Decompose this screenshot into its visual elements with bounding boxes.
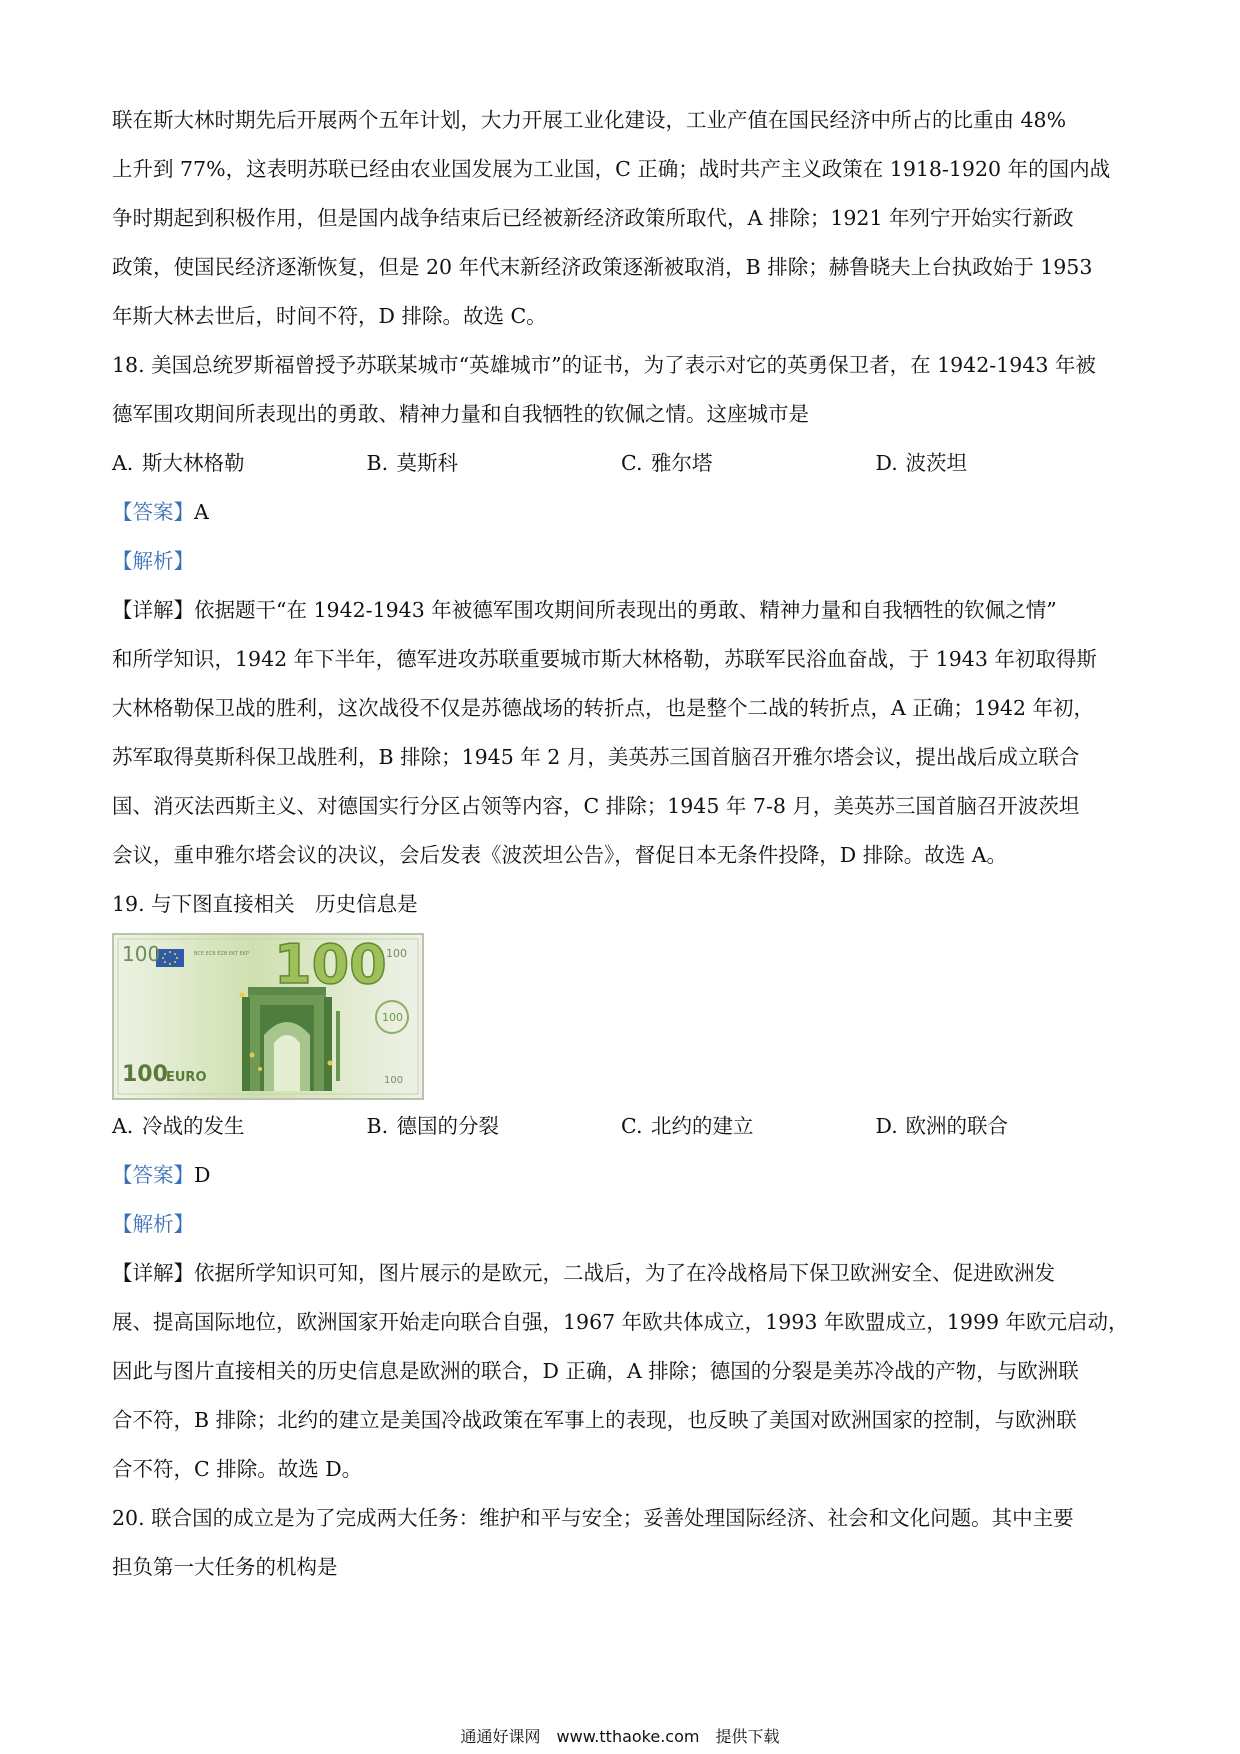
- q19-analysis-label: 【解析】: [112, 1212, 194, 1236]
- q19-detail-label: 【详解】: [112, 1261, 194, 1285]
- banknote-big-value: 100: [274, 935, 387, 996]
- banknote-bank-text: BCE ECB EZB EKT EKP: [194, 951, 250, 957]
- q19-answer: 【答案】D: [112, 1163, 211, 1187]
- q19-detail-line: 因此与图片直接相关的历史信息是欧洲的联合，D 正确，A 排除；德国的分裂是美苏冷战的产物，与欧洲联: [112, 1359, 1079, 1383]
- banknote-value-right-bottom: 100: [384, 1075, 404, 1086]
- q19-detail-line: 合不符，C 排除。故选 D。: [112, 1457, 363, 1481]
- q19-option-a: A. 冷战的发生: [112, 1114, 245, 1138]
- q18-answer: 【答案】A: [112, 500, 209, 524]
- q18-detail-line: 大林格勒保卫战的胜利，这次战役不仅是苏德战场的转折点，也是整个二战的转折点，A 正确；1942 年初，: [112, 696, 1095, 720]
- banknote-value-right-mid: 100: [382, 1011, 403, 1024]
- banknote-value-top-left: 100: [122, 942, 161, 966]
- q18-option-b: B. 莫斯科: [366, 451, 458, 475]
- q19-detail-line: 合不符，B 排除；北约的建立是美国冷战政策在军事上的表现，也反映了美国对欧洲国家的控制，与欧洲联: [112, 1408, 1077, 1432]
- q18-detail-line: 国、消灭法西斯主义、对德国实行分区占领等内容，C 排除；1945 年 7-8 月，美英苏三国首脑召开波茨坦: [112, 794, 1080, 818]
- q19-detail-line: 展、提高国际地位，欧洲国家开始走向联合自强，1967 年欧共体成立，1993 年欧盟成立，1999 年欧元启动，: [112, 1310, 1129, 1334]
- arch-gate-icon: [242, 987, 340, 1091]
- page-content: [112, 96, 1130, 1592]
- q19-option-c: C. 北约的建立: [621, 1114, 754, 1138]
- q19-option-d: D. 欧洲的联合: [875, 1114, 1008, 1138]
- banknote-illustration: [114, 935, 422, 1098]
- banknote-value-bottom: 100: [122, 1062, 168, 1087]
- q18-stem-line: 18. 美国总统罗斯福曾授予苏联某城市“英雄城市”的证书，为了表示对它的英勇保卫者，在 1942-1943 年被: [112, 353, 1096, 377]
- q19-options: [112, 1102, 1130, 1151]
- banknote-value-right-top: 100: [386, 947, 407, 960]
- q18-analysis-label: 【解析】: [112, 549, 194, 573]
- q19-detail-line: 【详解】依据所学知识可知，图片展示的是欧元，二战后，为了在冷战格局下保卫欧洲安全、促进欧洲发: [112, 1261, 1055, 1285]
- q18-detail-line: 【详解】依据题干“在 1942-1943 年被德军围攻期间所表现出的勇敢、精神力量和自我牺牲的钦佩之情”: [112, 598, 1057, 622]
- q18-option-c: C. 雅尔塔: [621, 451, 713, 475]
- q20-stem-line: 担负第一大任务的机构是: [112, 1555, 338, 1579]
- q18-stem-line: 德军围攻期间所表现出的勇敢、精神力量和自我牺牲的钦佩之情。这座城市是: [112, 402, 809, 426]
- q18-options: [112, 439, 1130, 488]
- euro-banknote-image: [112, 933, 424, 1100]
- q18-option-d: D. 波茨坦: [875, 451, 967, 475]
- q20-stem-line: 20. 联合国的成立是为了完成两大任务：维护和平与安全；妥善处理国际经济、社会和文化问题。其中主要: [112, 1506, 1074, 1530]
- q19-stem: 19. 与下图直接相关 历史信息是: [112, 892, 418, 916]
- continuation-line: 上升到 77%，这表明苏联已经由农业国发展为工业国，C 正确；战时共产主义政策在 1918-1920 年的国内战: [112, 157, 1111, 181]
- continuation-line: 联在斯大林时期先后开展两个五年计划，大力开展工业化建设，工业产值在国民经济中所占的比重由 48%: [112, 108, 1067, 132]
- q18-option-a: A. 斯大林格勒: [112, 451, 245, 475]
- page-footer: 通通好课网 www.tthaoke.com 提供下载: [460, 1727, 780, 1746]
- q18-detail-label: 【详解】: [112, 598, 194, 622]
- continuation-line: 争时期起到积极作用，但是国内战争结束后已经被新经济政策所取代，A 排除；1921 年列宁开始实行新政: [112, 206, 1074, 230]
- continuation-line: 政策，使国民经济逐渐恢复，但是 20 年代末新经济政策逐渐被取消，B 排除；赫鲁晓夫上台执政始于 1953: [112, 255, 1093, 279]
- q18-detail-line: 苏军取得莫斯科保卫战胜利，B 排除；1945 年 2 月，美英苏三国首脑召开雅尔塔会议，提出战后成立联合: [112, 745, 1080, 769]
- q19-option-b: B. 德国的分裂: [366, 1114, 499, 1138]
- banknote-currency: EURO: [166, 1070, 207, 1085]
- q18-detail-line: 会议，重申雅尔塔会议的决议，会后发表《波茨坦公告》，督促日本无条件投降，D 排除。故选 A。: [112, 843, 1008, 867]
- continuation-line: 年斯大林去世后，时间不符，D 排除。故选 C。: [112, 304, 547, 328]
- q18-detail-line: 和所学知识，1942 年下半年，德军进攻苏联重要城市斯大林格勒，苏联军民浴血奋战，于 1943 年初取得斯: [112, 647, 1097, 671]
